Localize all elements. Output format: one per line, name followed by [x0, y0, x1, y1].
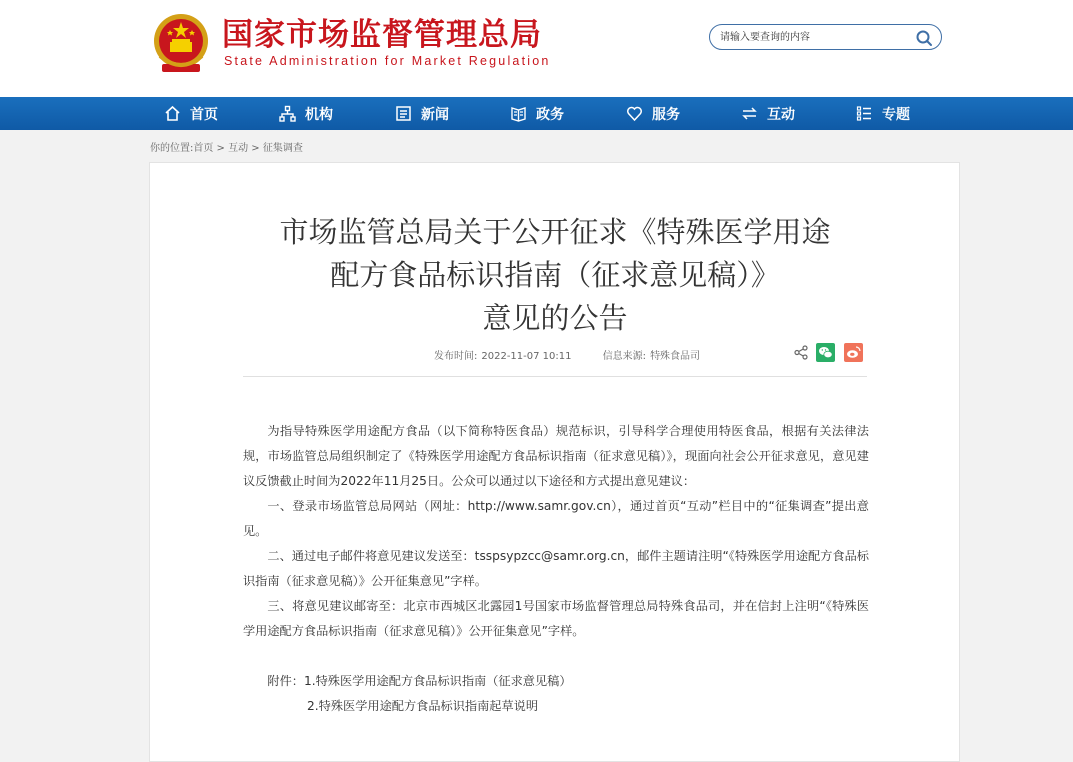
site-title-cn: 国家市场监督管理总局 [222, 17, 542, 53]
nav-item-gov[interactable] [510, 97, 564, 130]
breadcrumb-separator: > [213, 143, 229, 154]
nav-label: 政务 [536, 106, 564, 123]
nav-item-news[interactable] [395, 97, 449, 130]
weibo-share-button[interactable] [844, 343, 863, 362]
nav-item-home[interactable] [164, 97, 218, 130]
share-button[interactable] [792, 343, 811, 362]
spacer [243, 644, 869, 669]
search-input[interactable] [720, 29, 910, 45]
article-paragraph: 三、将意见建议邮寄至：北京市西城区北露园1号国家市场监督管理总局特殊食品司，并在信封上注明“《特殊医学用途配方食品标识指南（征求意见稿）》公开征集意见”字样。 [243, 599, 869, 638]
source-value: 特殊食品司 [650, 351, 701, 362]
nav-label: 机构 [305, 106, 333, 123]
attachment-link[interactable]: 2.特殊医学用途配方食品标识指南起草说明 [307, 699, 539, 713]
article-body [243, 419, 869, 719]
exchange-icon [741, 105, 758, 122]
wechat-share-button[interactable] [816, 343, 835, 362]
nav-item-interact[interactable] [741, 97, 795, 130]
search-box [709, 24, 942, 50]
publish-label: 发布时间: [434, 351, 478, 362]
nav-label: 互动 [767, 106, 795, 123]
nav-item-topic[interactable] [856, 97, 910, 130]
breadcrumb-survey[interactable]: 征集调查 [262, 143, 303, 154]
breadcrumb [150, 139, 303, 154]
nav-label: 专题 [882, 106, 910, 123]
nav-label: 首页 [190, 106, 218, 123]
article-paragraph: 一、登录市场监管总局网站（网址：http://www.samr.gov.cn），通过首页“互动”栏目中的“征集调查”提出意见。 [243, 499, 869, 538]
wechat-icon [816, 343, 835, 362]
article-title [210, 211, 900, 340]
site-header [0, 0, 1073, 97]
search-icon [915, 29, 933, 47]
article-title-line: 意见的公告 [482, 301, 628, 335]
search-button[interactable] [915, 29, 933, 47]
nav-item-service[interactable] [626, 97, 680, 130]
article-meta [434, 347, 728, 362]
site-title-en: State Administration for Market Regulation [224, 54, 551, 68]
breadcrumb-separator: > [248, 143, 263, 154]
share-icon [792, 343, 811, 362]
nav-item-org[interactable] [279, 97, 333, 130]
source-label: 信息来源: [602, 351, 647, 362]
article-title-line: 配方食品标识指南（征求意见稿）》 [330, 258, 780, 292]
info-source [603, 351, 714, 362]
article-card [149, 162, 960, 762]
nav-label: 新闻 [421, 106, 449, 123]
news-icon [395, 105, 412, 122]
national-emblem-logo[interactable] [152, 12, 210, 74]
article-title-line: 市场监管总局关于公开征求《特殊医学用途 [279, 215, 831, 249]
list-icon [856, 105, 873, 122]
heart-icon [626, 105, 643, 122]
article-paragraph: 二、通过电子邮件将意见建议发送至：tsspsypzcc@samr.org.cn，邮件主题请注明“《特殊医学用途配方食品标识指南（征求意见稿）》公开征集意见”字样。 [243, 549, 869, 588]
breadcrumb-home[interactable]: 首页 [193, 143, 214, 154]
main-nav [0, 97, 1073, 130]
home-icon [164, 105, 181, 122]
gov-icon [510, 105, 527, 122]
article-paragraph: 为指导特殊医学用途配方食品（以下简称特医食品）规范标识，引导科学合理使用特医食品，根据有关法律法规，市场监管总局组织制定了《特殊医学用途配方食品标识指南（征求意见稿）》，现面向社会公开征求意见，意见建议反馈截止时间为2022年11月25日。公众可以通过以下途径和方式提出意见建议： [243, 424, 869, 488]
breadcrumb-prefix: 你的位置: [150, 143, 194, 154]
nav-label: 服务 [652, 106, 680, 123]
org-icon [279, 105, 296, 122]
publish-time [434, 351, 586, 362]
weibo-icon [844, 343, 863, 362]
attachment-link[interactable]: 附件：1.特殊医学用途配方食品标识指南（征求意见稿） [267, 674, 572, 688]
title-divider [243, 376, 867, 377]
breadcrumb-interact[interactable]: 互动 [228, 143, 249, 154]
publish-time-value: 2022-11-07 10:11 [481, 351, 572, 362]
